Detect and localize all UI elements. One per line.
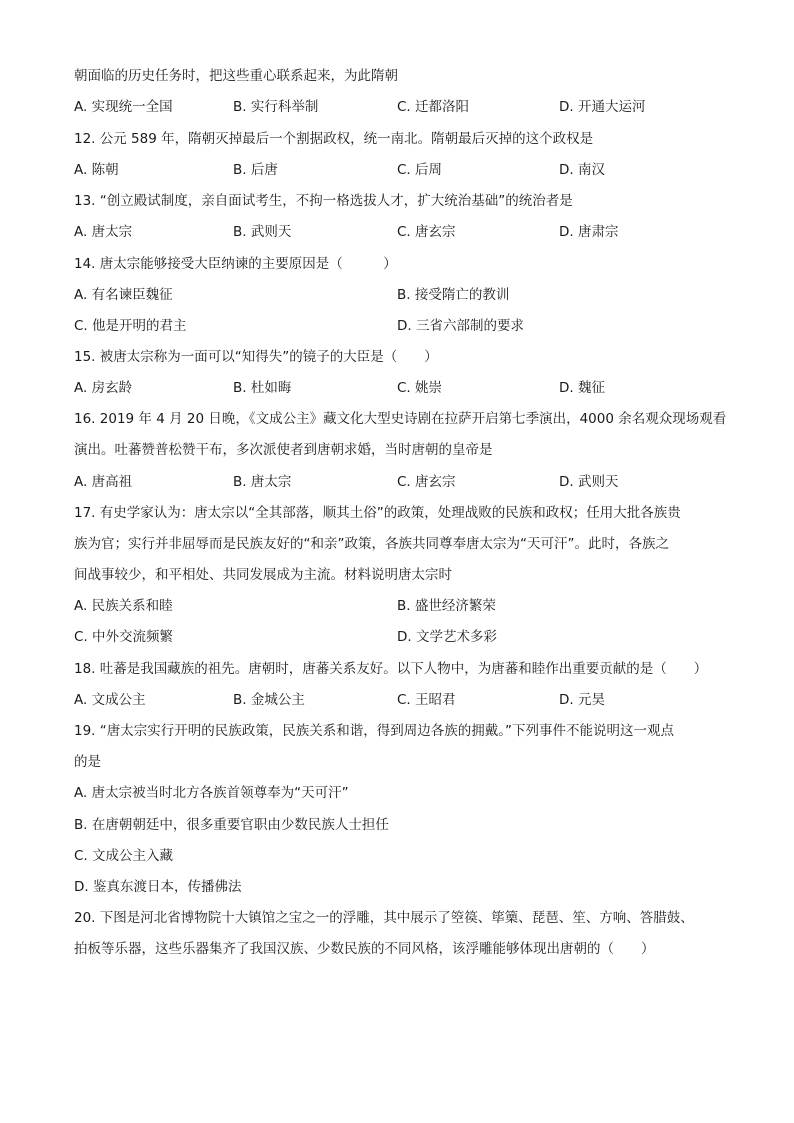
q18-options [74, 690, 724, 710]
q18-option-c[interactable]: C. 王昭君 [397, 692, 456, 708]
q18-option-d[interactable]: D. 元昊 [559, 692, 605, 708]
q16-options [74, 472, 724, 492]
q16-option-c[interactable]: C. 唐玄宗 [397, 474, 456, 490]
q12-stem: 12. 公元 589 年，隋朝灭掉最后一个割据政权，统一南北。隋朝最后灭掉的这个政权是 [74, 131, 594, 147]
q17-stem-line2: 族为官；实行并非屈辱而是民族友好的“和亲”政策，各族共同尊奉唐太宗为“天可汗”。此时，各族之 [74, 536, 669, 552]
q16-option-d[interactable]: D. 武则天 [559, 474, 619, 490]
q15-option-d[interactable]: D. 魏征 [559, 380, 605, 396]
q11-option-c[interactable]: C. 迁都洛阳 [397, 99, 470, 115]
q20-stem-line2: 拍板等乐器，这些乐器集齐了我国汉族、少数民族的不同风格，该浮雕能够体现出唐朝的（ ） [74, 941, 655, 957]
q13-option-d[interactable]: D. 唐肃宗 [559, 224, 619, 240]
q13-option-b[interactable]: B. 武则天 [233, 224, 292, 240]
q11-option-b[interactable]: B. 实行科举制 [233, 99, 319, 115]
q14-option-d[interactable]: D. 三省六部制的要求 [397, 318, 524, 334]
q14-option-b[interactable]: B. 接受隋亡的教训 [397, 287, 510, 303]
q14-option-c[interactable]: C. 他是开明的君主 [74, 318, 187, 334]
q20-stem-line1: 20. 下图是河北省博物院十大镇馆之宝之一的浮雕，其中展示了箜篌、筚篥、琵琶、笙、方响、答腊鼓、 [74, 910, 694, 926]
q17-options-row1 [74, 596, 724, 616]
q17-option-b[interactable]: B. 盛世经济繁荣 [397, 598, 496, 614]
q15-options [74, 378, 724, 398]
q16-option-a[interactable]: A. 唐高祖 [74, 474, 133, 490]
q11-option-a[interactable]: A. 实现统一全国 [74, 99, 173, 115]
q14-options-row2 [74, 316, 724, 336]
q12-option-c[interactable]: C. 后周 [397, 162, 443, 178]
q19-option-c[interactable]: C. 文成公主入藏 [74, 848, 174, 864]
q19-option-b[interactable]: B. 在唐朝朝廷中，很多重要官职由少数民族人士担任 [74, 817, 389, 833]
q18-option-b[interactable]: B. 金城公主 [233, 692, 305, 708]
q14-option-a[interactable]: A. 有名谏臣魏征 [74, 287, 173, 303]
q19-option-a[interactable]: A. 唐太宗被当时北方各族首领尊奉为“天可汗” [74, 785, 349, 801]
q15-option-b[interactable]: B. 杜如晦 [233, 380, 292, 396]
q19-stem-line1: 19. “唐太宗实行开明的民族政策，民族关系和谐，得到周边各族的拥戴。”下列事件不能说明这一观点 [74, 723, 674, 739]
q11-stem: 朝面临的历史任务时，把这些重心联系起来，为此隋朝 [74, 68, 398, 84]
q11-options [74, 97, 724, 117]
q18-stem: 18. 吐蕃是我国藏族的祖先。唐朝时，唐蕃关系友好。以下人物中，为唐蕃和睦作出重要贡献的是（ ） [74, 661, 708, 677]
q16-stem-line2: 演出。吐蕃赞普松赞干布，多次派使者到唐朝求婚，当时唐朝的皇帝是 [74, 442, 493, 458]
q15-option-a[interactable]: A. 房玄龄 [74, 380, 133, 396]
q15-option-c[interactable]: C. 姚崇 [397, 380, 443, 396]
q13-option-a[interactable]: A. 唐太宗 [74, 224, 133, 240]
q12-option-d[interactable]: D. 南汉 [559, 162, 605, 178]
q16-stem-line1: 16. 2019 年 4 月 20 日晚，《文成公主》藏文化大型史诗剧在拉萨开启第七季演出，4000 余名观众现场观看 [74, 411, 727, 427]
q17-options-row2 [74, 627, 724, 647]
q17-option-d[interactable]: D. 文学艺术多彩 [397, 629, 497, 645]
q17-option-c[interactable]: C. 中外交流频繁 [74, 629, 174, 645]
q17-stem-line3: 间战事较少，和平相处、共同发展成为主流。材料说明唐太宗时 [74, 567, 452, 583]
q15-stem: 15. 被唐太宗称为一面可以“知得失”的镜子的大臣是（ ） [74, 349, 438, 365]
q17-stem-line1: 17. 有史学家认为：唐太宗以“全其部落，顺其土俗”的政策，处理战败的民族和政权；任用大批各族贵 [74, 505, 681, 521]
q13-options [74, 222, 724, 242]
q11-option-d[interactable]: D. 开通大运河 [559, 99, 646, 115]
q19-stem-line2: 的是 [74, 754, 101, 770]
q17-option-a[interactable]: A. 民族关系和睦 [74, 598, 173, 614]
q13-stem: 13. “创立殿试制度，亲自面试考生，不拘一格选拔人才，扩大统治基础”的统治者是 [74, 193, 573, 209]
q12-option-a[interactable]: A. 陈朝 [74, 162, 119, 178]
q18-option-a[interactable]: A. 文成公主 [74, 692, 146, 708]
q12-option-b[interactable]: B. 后唐 [233, 162, 278, 178]
q19-option-d[interactable]: D. 鉴真东渡日本，传播佛法 [74, 879, 242, 895]
q12-options [74, 160, 724, 180]
q16-option-b[interactable]: B. 唐太宗 [233, 474, 292, 490]
q14-stem: 14. 唐太宗能够接受大臣纳谏的主要原因是（ ） [74, 256, 397, 272]
q13-option-c[interactable]: C. 唐玄宗 [397, 224, 456, 240]
q14-options-row1 [74, 285, 724, 305]
